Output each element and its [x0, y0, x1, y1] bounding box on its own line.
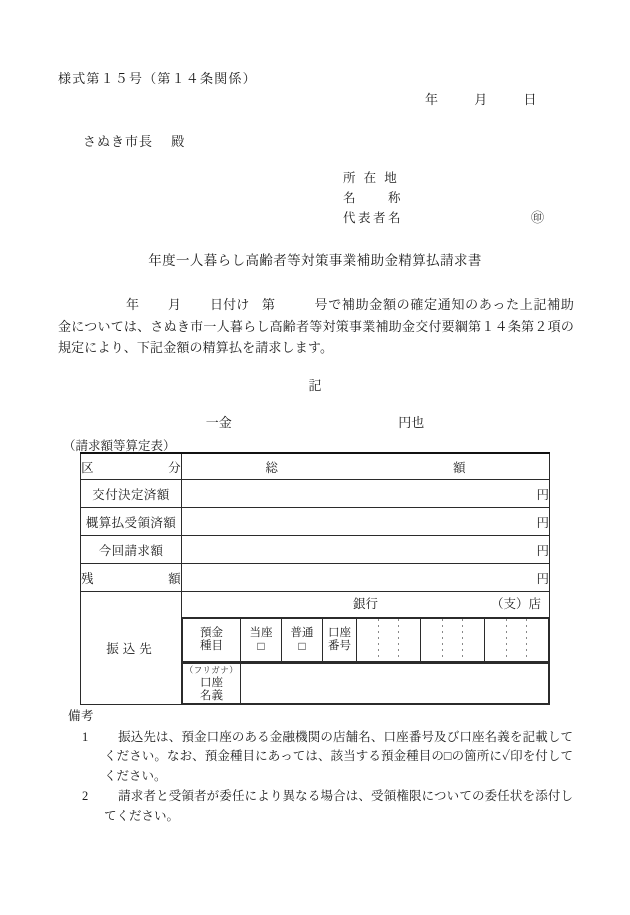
- deposit-type-label: [183, 619, 241, 662]
- body-day: 日付け: [210, 297, 250, 312]
- account-name-cell: [182, 663, 550, 705]
- header-total-label: 総額: [265, 460, 466, 475]
- date-day-label: 日: [523, 92, 537, 107]
- form-number: 様式第１５号（第１４条関係）: [58, 71, 257, 86]
- table-row: [81, 480, 550, 508]
- date-line: [425, 89, 537, 108]
- body-year: 年: [126, 297, 140, 312]
- body-line1-rest: 号で補助金額の確定通知のあった上記: [314, 297, 548, 312]
- remark-note-1-text: 振込先は、預金口座のある金融機関の店舗名、口座番号及び口座名義を記載してください。なお、預金種目にあっては、該当する預金種目の□の箇所に✓印を付してください。: [104, 729, 573, 783]
- addressee: [83, 131, 185, 150]
- row-label-granted: 交付決定済額: [81, 480, 182, 508]
- current-account-label: 当座: [249, 627, 273, 639]
- row-label-balance-text: 残額: [81, 571, 181, 586]
- body-no-prefix: 第: [262, 297, 276, 312]
- row-label-current-claim: 今回請求額: [81, 536, 182, 564]
- applicant-representative-label: 代表者名: [343, 211, 404, 225]
- deposit-type-label-line1: 預金: [200, 627, 223, 639]
- applicant-name-label: 名 称: [343, 191, 404, 205]
- date-month-label: 月: [474, 92, 488, 107]
- body-line2: 補助金については、さぬき市一人暮らし高齢者等対策事業補助金交付要綱第１４条: [58, 297, 574, 334]
- account-number-label-line2: 番号: [328, 640, 351, 652]
- applicant-address-row: [343, 168, 403, 188]
- account-number-digits-group-3[interactable]: [485, 619, 549, 662]
- ordinary-account-checkbox-cell[interactable]: [282, 619, 323, 662]
- applicant-representative-row: [343, 208, 545, 228]
- row-value-advance-received[interactable]: 円: [182, 508, 550, 536]
- account-name-table: [182, 663, 549, 704]
- body-paragraph: [58, 294, 574, 359]
- bank-word: 銀行: [352, 597, 378, 611]
- account-detail-table: [182, 618, 549, 662]
- current-account-checkbox-cell[interactable]: [241, 619, 282, 662]
- row-label-balance: [81, 564, 182, 592]
- table-row: [81, 564, 550, 592]
- account-number-digits-group-2[interactable]: [421, 619, 485, 662]
- header-category-label: 区 分: [81, 460, 181, 475]
- remarks-section: [68, 707, 573, 826]
- account-name-label-line1: 口座: [200, 677, 223, 689]
- remark-note-2: [68, 787, 573, 826]
- amount-prefix: 一金: [205, 415, 232, 430]
- remark-note-2-text: 請求者と受領者が委任により異なる場合は、受領権限についての委任状を添付してください。: [104, 789, 573, 823]
- account-name-input-cell[interactable]: [241, 664, 549, 704]
- remarks-title: 備考: [68, 709, 95, 723]
- account-detail-cell: [182, 618, 550, 663]
- applicant-address-label: 所 在 地: [343, 171, 400, 185]
- bank-name-cell[interactable]: [182, 592, 550, 618]
- date-year-label: 年: [425, 92, 439, 107]
- account-number-digits-group-1[interactable]: [357, 619, 421, 662]
- page-title: 年度一人暮らし高齢者等対策事業補助金精算払請求書: [148, 253, 482, 268]
- amount-line: [0, 412, 630, 431]
- ki-mark: 記: [308, 378, 322, 393]
- transfer-label: 振込先: [81, 592, 182, 705]
- remark-note-1-number: 1: [82, 729, 89, 744]
- row-value-balance[interactable]: 円: [182, 564, 550, 592]
- current-account-checkbox[interactable]: □: [257, 639, 265, 653]
- transfer-section-row: [81, 592, 550, 618]
- deposit-type-label-line2: 種目: [200, 640, 223, 652]
- body-month: 月: [168, 297, 182, 312]
- ordinary-account-label: 普通: [290, 627, 314, 639]
- branch-word: （支）店: [490, 597, 541, 611]
- addressee-name: さぬき市長: [83, 134, 154, 149]
- table-header-row: [81, 453, 550, 480]
- account-name-furigana: （フリガナ）: [184, 665, 239, 675]
- table-row: [81, 536, 550, 564]
- applicant-block: [343, 168, 545, 228]
- remark-note-1: [68, 728, 573, 787]
- header-category-cell: [81, 453, 182, 480]
- remark-note-2-number: 2: [82, 789, 89, 803]
- row-value-granted[interactable]: 円: [182, 480, 550, 508]
- amount-suffix: 円也: [398, 415, 425, 430]
- account-number-label-line1: 口座: [328, 627, 351, 639]
- account-name-label: [183, 664, 241, 704]
- calculation-table: [80, 452, 550, 705]
- row-value-current-claim[interactable]: 円: [182, 536, 550, 564]
- seal-icon: ㊞: [531, 210, 545, 225]
- applicant-name-row: [343, 188, 403, 208]
- addressee-honorific: 殿: [171, 134, 186, 149]
- table-caption: （請求額等算定表）: [63, 439, 176, 453]
- ordinary-account-checkbox[interactable]: □: [298, 639, 306, 653]
- body-line3: 第２項の規定により、下記金額の精算払を請求します。: [58, 318, 574, 355]
- header-total-cell: [182, 453, 550, 480]
- account-number-label: [323, 619, 357, 662]
- account-name-label-line2: 名義: [200, 690, 223, 702]
- table-row: [81, 508, 550, 536]
- row-label-advance-received: 概算払受領済額: [81, 508, 182, 536]
